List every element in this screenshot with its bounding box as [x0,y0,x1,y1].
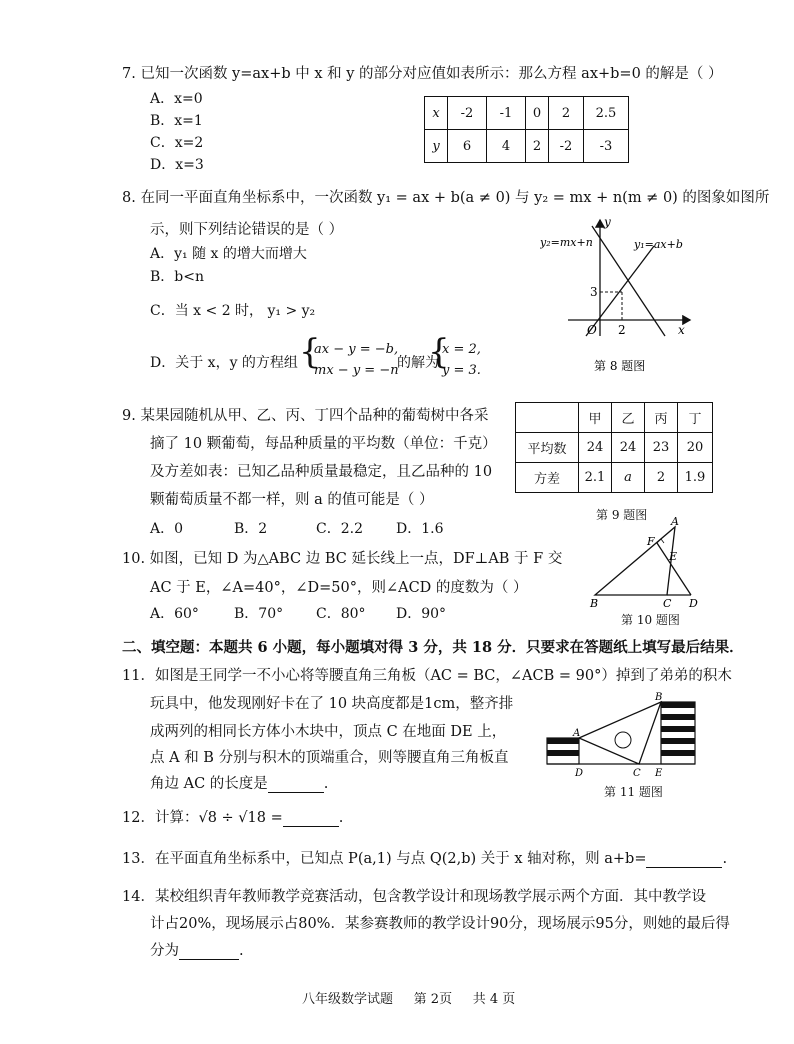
q11-figure-caption: 第 11 题图 [604,785,663,799]
section-2-heading: 二、填空题：本题共 6 小题，每小题填对得 3 分，共 18 分．只要求在答题纸上填写最后结果． [122,639,744,656]
q8-option-d-mid: 的解为 [397,355,439,371]
table-cell: 方差 [516,463,579,493]
brace-symbol: { [428,332,450,372]
q8-option-c: C．当 x < 2 时， y₁ > y₂ [150,303,316,319]
table-cell: -2 [448,97,487,130]
triangle-abc [595,527,678,595]
q8-system2-line1: x = 2, [442,342,481,357]
table-cell: 甲 [579,403,612,433]
q9-line2: 摘了 10 颗葡萄，每品种质量的平均数（单位：千克） [150,436,497,452]
table-cell: -1 [487,97,526,130]
block-stripe [661,714,695,720]
q14-line2: 计占20%，现场展示占80%．某参赛教师的教学设计90分，现场展示95分，则她的最后得 [150,916,730,932]
q11-line3: 成两列的相同长方体小木块中，顶点 C 在地面 DE 上， [150,724,507,740]
q7-option-a: A．x=0 [150,91,203,107]
table-cell: 4 [487,130,526,163]
tick-label-2: 2 [618,323,626,337]
vertex-label-d: D [689,597,698,610]
q8-system1-line2: mx − y = −n [314,363,399,378]
q7-stem: 7. 已知一次函数 y=ax+b 中 x 和 y 的部分对应值如表所示：那么方程 ax+b=0 的解是（ ） [122,66,723,82]
q7-option-d: D．x=3 [150,157,204,173]
q11-line1: 11．如图是王同学一不小心将等腰直角三角板（AC = BC，∠ACB = 90°）掉到了弟弟的积木 [122,668,732,684]
q7-value-table [424,96,629,163]
page-footer: 八年级数学试题 第 2页 共 4 页 [302,992,516,1007]
table-cell: 2 [549,97,584,130]
vertex-label-b: B [590,597,599,610]
q11-line5 [150,772,328,793]
q9-option-c: C．2.2 [316,521,363,537]
table-cell: 6 [448,130,487,163]
q9-line3: 及方差如表：已知乙品种质量最稳定，且乙品种的 10 [150,464,493,480]
q11-line5-text: 角边 AC 的长度是 [150,776,268,792]
point-label-c: C [633,768,641,779]
q9-option-d: D．1.6 [396,521,444,537]
q10-option-d: D．90° [396,606,447,622]
table-cell: 平均数 [516,433,579,463]
point-label-b: B [655,692,663,703]
line-label-y2: y₂=mx+n [540,236,593,249]
table-cell: 0 [526,97,549,130]
q8-system1-line1: ax − y = −b, [314,342,399,357]
table-cell: 23 [645,433,678,463]
q10-line2: AC 于 E，∠A=40°，∠D=50°，则∠ACD 的度数为（ ） [150,580,528,596]
table-cell: 20 [678,433,713,463]
q12-end: . [338,810,344,826]
answer-blank[interactable] [283,812,339,827]
table-cell: 2 [526,130,549,163]
table-cell: 24 [579,433,612,463]
table-cell: 2.1 [579,463,612,493]
q14-line1: 14．某校组织青年教师教学竞赛活动，包含教学设计和现场教学展示两个方面．其中教学设 [122,889,706,905]
q10-triangle-figure [585,515,715,625]
q9-stats-table [515,402,713,493]
tick-label-3: 3 [590,285,598,299]
q8-stem-line2: 示，则下列结论错误的是（ ） [150,222,344,238]
table-cell: 2 [645,463,678,493]
q9-line1: 9. 某果园随机从甲、乙、丙、丁四个品种的葡萄树中各采 [122,408,489,424]
block-stripe [661,738,695,744]
q14-line3-end: . [239,943,244,959]
block-stripe [547,750,579,756]
q10-option-a: A．60° [150,606,199,622]
q7-option-c: C．x=2 [150,135,204,151]
q12-text: 12．计算：√8 ÷ √18 = [122,810,283,826]
point-label-e: E [655,768,663,779]
table-cell: 乙 [612,403,645,433]
point-label-a: A [573,728,581,739]
q11-blocks-figure [545,692,725,782]
answer-blank[interactable] [268,778,324,793]
q7-option-b: B．x=1 [150,113,203,129]
y-axis-label: y [604,215,611,229]
q10-line1: 10. 如图，已知 D 为△ABC 边 BC 延长线上一点，DF⊥AB 于 F 交 [122,551,563,567]
q14-line3-text: 分为 [150,943,179,959]
table-cell: 2.5 [584,97,629,130]
q13 [122,847,727,868]
line-label-y1: y₁=ax+b [634,238,683,251]
q10-figure-caption: 第 10 题图 [621,613,680,627]
table-cell: -3 [584,130,629,163]
point-label-d: D [575,768,584,779]
x-axis-label: x [678,323,685,337]
q9-option-a: A．0 [150,521,184,537]
q8-option-d-prefix: D．关于 x，y 的方程组 [150,355,298,371]
q9-figure-caption: 第 9 题图 [596,508,648,522]
q11-line4: 点 A 和 B 分别与积木的顶端重合，则等腰直角三角板直 [150,750,509,766]
vertex-label-a: A [671,515,679,528]
q11-line5-end: . [323,776,329,792]
vertex-label-c: C [663,597,672,610]
block-stripe [661,726,695,732]
q10-option-b: B．70° [234,606,284,622]
vertex-label-f: F [647,535,655,548]
q8-system2-line2: y = 3. [442,363,481,378]
q8-option-a: A．y₁ 随 x 的增大而增大 [150,246,307,262]
table-cell: 1.9 [678,463,713,493]
block-stripe [661,702,695,708]
answer-blank[interactable] [179,945,239,960]
table-cell: -2 [549,130,584,163]
table-cell [516,403,579,433]
q11-line2: 玩具中，他发现刚好卡在了 10 块高度都是1cm，整齐排 [150,696,514,712]
ruler-hole [615,732,631,748]
q8-option-b: B．b<n [150,269,204,285]
table-cell: a [612,463,645,493]
q12 [122,806,343,827]
table-cell: 24 [612,433,645,463]
q13-end: . [722,851,728,867]
q9-option-b: B．2 [234,521,268,537]
block-stripe [661,750,695,756]
q14-line3 [150,939,244,960]
brace-symbol: { [299,332,321,372]
answer-blank[interactable] [646,853,722,868]
q9-line4: 颗葡萄质量不都一样，则 a 的值可能是（ ） [150,492,434,508]
q8-stem-line1: 8. 在同一平面直角坐标系中，一次函数 y₁ = ax + b(a ≠ 0) 与 y₂ = mx + n(m ≠ 0) 的图象如图所 [122,190,770,206]
q10-option-c: C．80° [316,606,366,622]
q8-graph [540,212,720,382]
table-cell: 丙 [645,403,678,433]
table-cell: 丁 [678,403,713,433]
q8-figure-caption: 第 8 题图 [594,359,646,373]
table-cell: x [425,97,448,130]
origin-label: O [587,323,597,337]
q13-text: 13．在平面直角坐标系中，已知点 P(a,1) 与点 Q(2,b) 关于 x 轴对称，则 a+b= [122,851,647,867]
vertex-label-e: E [669,550,678,563]
table-cell: y [425,130,448,163]
